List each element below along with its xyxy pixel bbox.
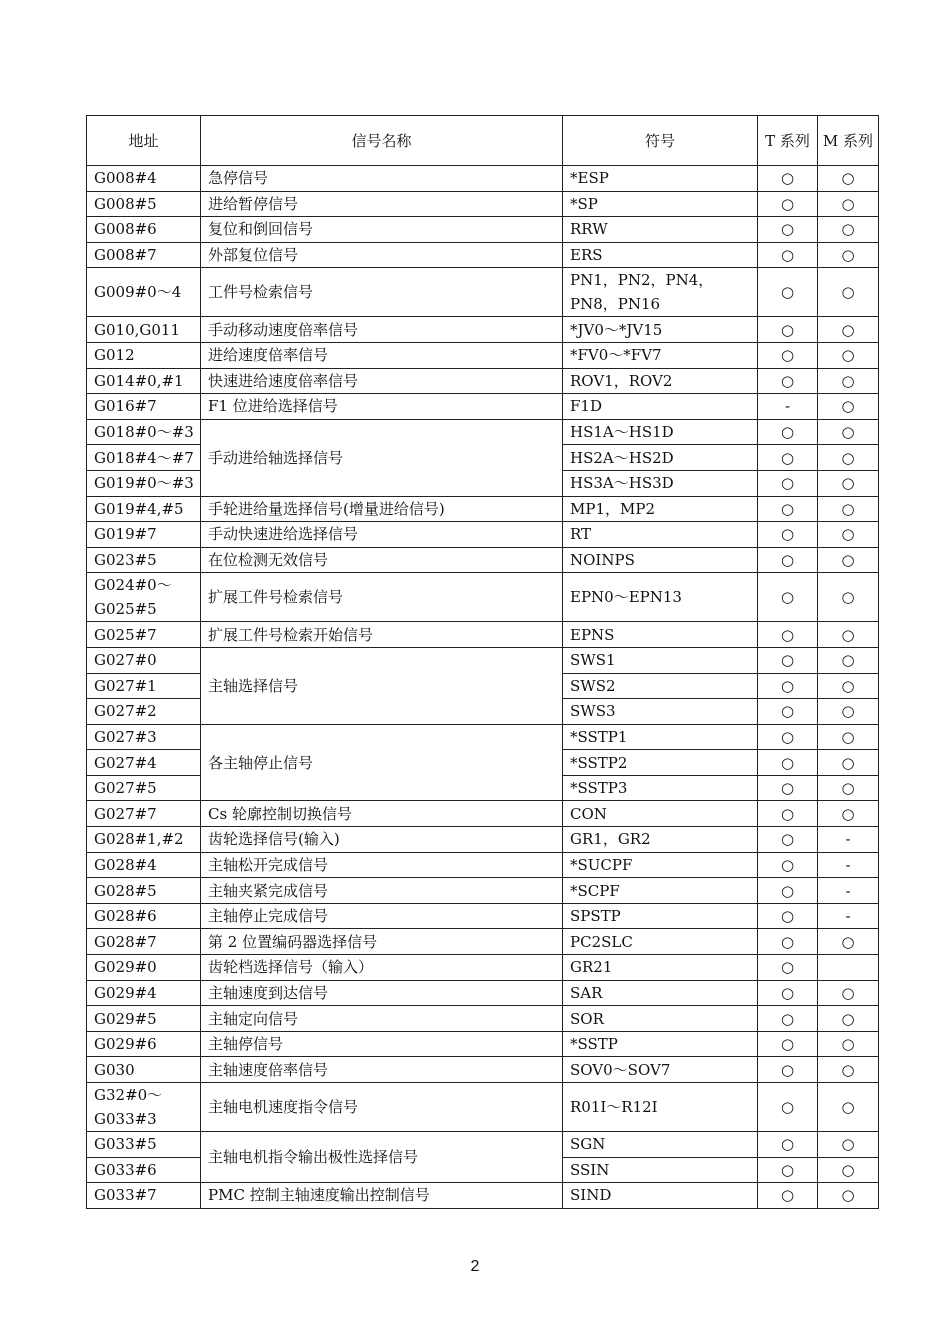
address-cell: G028#5: [87, 878, 201, 904]
t-series-cell: ○: [758, 980, 818, 1006]
symbol-cell: SIND: [563, 1183, 758, 1209]
m-series-cell: -: [818, 903, 879, 929]
signal-name-cell: 复位和倒回信号: [201, 217, 563, 243]
symbol-cell: RT: [563, 522, 758, 548]
m-series-cell: ○: [818, 1006, 879, 1032]
address-cell: G023#5: [87, 547, 201, 573]
m-series-cell: ○: [818, 368, 879, 394]
m-series-cell: ○: [818, 1031, 879, 1057]
m-series-cell: ○: [818, 647, 879, 673]
symbol-cell: CON: [563, 801, 758, 827]
m-series-cell: ○: [818, 699, 879, 725]
t-series-cell: -: [758, 394, 818, 420]
t-series-cell: ○: [758, 547, 818, 573]
signal-name-cell: 主轴停信号: [201, 1031, 563, 1057]
signal-name-cell: 主轴电机指令输出极性选择信号: [201, 1132, 563, 1183]
page-number: 2: [470, 1258, 480, 1275]
address-cell: G028#7: [87, 929, 201, 955]
symbol-cell: *SSTP3: [563, 775, 758, 801]
signal-name-cell: Cs 轮廓控制切换信号: [201, 801, 563, 827]
t-series-cell: ○: [758, 317, 818, 343]
address-cell: G028#6: [87, 903, 201, 929]
symbol-cell: *FV0～*FV7: [563, 342, 758, 368]
t-series-cell: ○: [758, 470, 818, 496]
address-cell: G014#0,#1: [87, 368, 201, 394]
table-row: [87, 522, 879, 548]
address-cell: G008#6: [87, 217, 201, 243]
address-cell: G024#0～G025#5: [87, 573, 201, 622]
symbol-cell: *JV0～*JV15: [563, 317, 758, 343]
address-cell: G008#7: [87, 242, 201, 268]
signal-name-cell: 主轴速度倍率信号: [201, 1057, 563, 1083]
table-row: [87, 878, 879, 904]
t-series-cell: ○: [758, 191, 818, 217]
t-series-cell: ○: [758, 522, 818, 548]
symbol-cell: SSIN: [563, 1157, 758, 1183]
table-row: [87, 1132, 879, 1158]
t-series-cell: ○: [758, 419, 818, 445]
table-row: [87, 217, 879, 243]
table-row: [87, 268, 879, 317]
table-body: [87, 166, 879, 1209]
table-row: [87, 1083, 879, 1132]
symbol-cell: SOR: [563, 1006, 758, 1032]
table-row: [87, 166, 879, 192]
address-cell: G009#0～4: [87, 268, 201, 317]
m-series-cell: ○: [818, 342, 879, 368]
signal-name-cell: 在位检测无效信号: [201, 547, 563, 573]
t-series-cell: ○: [758, 1006, 818, 1032]
symbol-cell: PN1，PN2，PN4，PN8，PN16: [563, 268, 758, 317]
address-cell: G027#1: [87, 673, 201, 699]
symbol-cell: *SUCPF: [563, 852, 758, 878]
symbol-cell: *SP: [563, 191, 758, 217]
symbol-cell: ROV1，ROV2: [563, 368, 758, 394]
t-series-cell: ○: [758, 673, 818, 699]
signal-name-cell: 扩展工件号检索开始信号: [201, 622, 563, 648]
m-series-cell: ○: [818, 394, 879, 420]
signal-name-cell: 齿轮选择信号(输入): [201, 827, 563, 853]
m-series-cell: ○: [818, 547, 879, 573]
symbol-cell: EPN0～EPN13: [563, 573, 758, 622]
header-symbol: 符号: [563, 116, 758, 166]
header-m-series: M 系列: [818, 116, 879, 166]
table-row: [87, 929, 879, 955]
address-cell: G029#0: [87, 955, 201, 981]
signal-name-cell: F1 位进给选择信号: [201, 394, 563, 420]
m-series-cell: -: [818, 878, 879, 904]
m-series-cell: ○: [818, 496, 879, 522]
t-series-cell: ○: [758, 750, 818, 776]
address-cell: G32#0～G033#3: [87, 1083, 201, 1132]
address-cell: G027#7: [87, 801, 201, 827]
symbol-cell: PC2SLC: [563, 929, 758, 955]
symbol-cell: SPSTP: [563, 903, 758, 929]
address-cell: G033#5: [87, 1132, 201, 1158]
m-series-cell: ○: [818, 1083, 879, 1132]
t-series-cell: ○: [758, 268, 818, 317]
symbol-cell: *SSTP2: [563, 750, 758, 776]
symbol-cell: SWS3: [563, 699, 758, 725]
symbol-cell: HS3A～HS3D: [563, 470, 758, 496]
address-cell: G027#4: [87, 750, 201, 776]
address-cell: G027#0: [87, 647, 201, 673]
t-series-cell: ○: [758, 1132, 818, 1158]
signal-name-cell: 进给暂停信号: [201, 191, 563, 217]
m-series-cell: ○: [818, 1183, 879, 1209]
address-cell: G030: [87, 1057, 201, 1083]
m-series-cell: ○: [818, 317, 879, 343]
signal-name-cell: 外部复位信号: [201, 242, 563, 268]
signal-name-cell: 齿轮档选择信号（输入）: [201, 955, 563, 981]
signal-name-cell: 手动快速进给选择信号: [201, 522, 563, 548]
signal-name-cell: 主轴停止完成信号: [201, 903, 563, 929]
signal-name-cell: 主轴定向信号: [201, 1006, 563, 1032]
signal-name-cell: 主轴夹紧完成信号: [201, 878, 563, 904]
address-cell: G016#7: [87, 394, 201, 420]
t-series-cell: ○: [758, 242, 818, 268]
table-row: [87, 622, 879, 648]
symbol-cell: SAR: [563, 980, 758, 1006]
header-signal-name: 信号名称: [201, 116, 563, 166]
signal-name-cell: PMC 控制主轴速度输出控制信号: [201, 1183, 563, 1209]
symbol-cell: R01I～R12I: [563, 1083, 758, 1132]
signal-name-cell: 快速进给速度倍率信号: [201, 368, 563, 394]
m-series-cell: ○: [818, 268, 879, 317]
symbol-cell: SGN: [563, 1132, 758, 1158]
t-series-cell: ○: [758, 573, 818, 622]
m-series-cell: ○: [818, 622, 879, 648]
t-series-cell: ○: [758, 955, 818, 981]
table-row: [87, 955, 879, 981]
table-row: [87, 496, 879, 522]
address-cell: G008#5: [87, 191, 201, 217]
address-cell: G028#4: [87, 852, 201, 878]
symbol-cell: SOV0～SOV7: [563, 1057, 758, 1083]
symbol-cell: MP1，MP2: [563, 496, 758, 522]
m-series-cell: ○: [818, 750, 879, 776]
address-cell: G029#5: [87, 1006, 201, 1032]
address-cell: G027#2: [87, 699, 201, 725]
symbol-cell: GR1，GR2: [563, 827, 758, 853]
symbol-cell: SWS2: [563, 673, 758, 699]
symbol-cell: HS2A～HS2D: [563, 445, 758, 471]
address-cell: G033#7: [87, 1183, 201, 1209]
symbol-cell: *SCPF: [563, 878, 758, 904]
t-series-cell: ○: [758, 878, 818, 904]
t-series-cell: ○: [758, 622, 818, 648]
t-series-cell: ○: [758, 801, 818, 827]
address-cell: G019#0～#3: [87, 470, 201, 496]
m-series-cell: -: [818, 827, 879, 853]
t-series-cell: ○: [758, 1031, 818, 1057]
signal-name-cell: 手动移动速度倍率信号: [201, 317, 563, 343]
address-cell: G019#7: [87, 522, 201, 548]
table-header-row: [87, 116, 879, 166]
symbol-cell: *SSTP: [563, 1031, 758, 1057]
symbol-cell: ERS: [563, 242, 758, 268]
address-cell: G010,G011: [87, 317, 201, 343]
t-series-cell: ○: [758, 827, 818, 853]
t-series-cell: ○: [758, 342, 818, 368]
m-series-cell: ○: [818, 980, 879, 1006]
signal-name-cell: 第 2 位置编码器选择信号: [201, 929, 563, 955]
m-series-cell: [818, 955, 879, 981]
signal-name-cell: 手轮进给量选择信号(增量进给信号): [201, 496, 563, 522]
symbol-cell: *SSTP1: [563, 724, 758, 750]
t-series-cell: ○: [758, 217, 818, 243]
m-series-cell: ○: [818, 191, 879, 217]
signal-name-cell: 主轴速度到达信号: [201, 980, 563, 1006]
table-row: [87, 647, 879, 673]
m-series-cell: ○: [818, 242, 879, 268]
t-series-cell: ○: [758, 368, 818, 394]
address-cell: G029#6: [87, 1031, 201, 1057]
m-series-cell: -: [818, 852, 879, 878]
t-series-cell: ○: [758, 166, 818, 192]
address-cell: G019#4,#5: [87, 496, 201, 522]
m-series-cell: ○: [818, 419, 879, 445]
table-row: [87, 419, 879, 445]
table-row: [87, 827, 879, 853]
t-series-cell: ○: [758, 1183, 818, 1209]
m-series-cell: ○: [818, 801, 879, 827]
table-row: [87, 242, 879, 268]
t-series-cell: ○: [758, 852, 818, 878]
t-series-cell: ○: [758, 1157, 818, 1183]
signal-name-cell: 进给速度倍率信号: [201, 342, 563, 368]
table-row: [87, 903, 879, 929]
symbol-cell: HS1A～HS1D: [563, 419, 758, 445]
table-row: [87, 801, 879, 827]
signal-name-cell: 主轴电机速度指令信号: [201, 1083, 563, 1132]
m-series-cell: ○: [818, 724, 879, 750]
address-cell: G033#6: [87, 1157, 201, 1183]
m-series-cell: ○: [818, 1157, 879, 1183]
m-series-cell: ○: [818, 775, 879, 801]
t-series-cell: ○: [758, 929, 818, 955]
t-series-cell: ○: [758, 775, 818, 801]
m-series-cell: ○: [818, 929, 879, 955]
table-row: [87, 852, 879, 878]
symbol-cell: NOINPS: [563, 547, 758, 573]
t-series-cell: ○: [758, 1057, 818, 1083]
table-row: [87, 1006, 879, 1032]
table-row: [87, 547, 879, 573]
table-row: [87, 724, 879, 750]
table-row: [87, 980, 879, 1006]
signal-table: [86, 115, 879, 1209]
table-row: [87, 368, 879, 394]
table-row: [87, 573, 879, 622]
address-cell: G012: [87, 342, 201, 368]
signal-name-cell: 主轴松开完成信号: [201, 852, 563, 878]
t-series-cell: ○: [758, 1083, 818, 1132]
table-row: [87, 317, 879, 343]
t-series-cell: ○: [758, 647, 818, 673]
m-series-cell: ○: [818, 522, 879, 548]
symbol-cell: GR21: [563, 955, 758, 981]
signal-name-cell: 工件号检索信号: [201, 268, 563, 317]
address-cell: G028#1,#2: [87, 827, 201, 853]
table-row: [87, 1057, 879, 1083]
m-series-cell: ○: [818, 673, 879, 699]
signal-name-cell: 主轴选择信号: [201, 647, 563, 724]
address-cell: G018#0～#3: [87, 419, 201, 445]
signal-name-cell: 扩展工件号检索信号: [201, 573, 563, 622]
t-series-cell: ○: [758, 496, 818, 522]
symbol-cell: F1D: [563, 394, 758, 420]
table-row: [87, 191, 879, 217]
m-series-cell: ○: [818, 1132, 879, 1158]
address-cell: G029#4: [87, 980, 201, 1006]
m-series-cell: ○: [818, 573, 879, 622]
m-series-cell: ○: [818, 1057, 879, 1083]
symbol-cell: EPNS: [563, 622, 758, 648]
header-address: 地址: [87, 116, 201, 166]
table-row: [87, 342, 879, 368]
address-cell: G027#3: [87, 724, 201, 750]
address-cell: G027#5: [87, 775, 201, 801]
symbol-cell: *ESP: [563, 166, 758, 192]
address-cell: G025#7: [87, 622, 201, 648]
t-series-cell: ○: [758, 699, 818, 725]
signal-name-cell: 急停信号: [201, 166, 563, 192]
t-series-cell: ○: [758, 903, 818, 929]
table-row: [87, 1183, 879, 1209]
table-row: [87, 394, 879, 420]
header-t-series: T 系列: [758, 116, 818, 166]
m-series-cell: ○: [818, 217, 879, 243]
address-cell: G018#4～#7: [87, 445, 201, 471]
m-series-cell: ○: [818, 445, 879, 471]
t-series-cell: ○: [758, 724, 818, 750]
t-series-cell: ○: [758, 445, 818, 471]
address-cell: G008#4: [87, 166, 201, 192]
m-series-cell: ○: [818, 470, 879, 496]
symbol-cell: RRW: [563, 217, 758, 243]
table-row: [87, 1031, 879, 1057]
m-series-cell: ○: [818, 166, 879, 192]
signal-name-cell: 手动进给轴选择信号: [201, 419, 563, 496]
symbol-cell: SWS1: [563, 647, 758, 673]
signal-name-cell: 各主轴停止信号: [201, 724, 563, 801]
